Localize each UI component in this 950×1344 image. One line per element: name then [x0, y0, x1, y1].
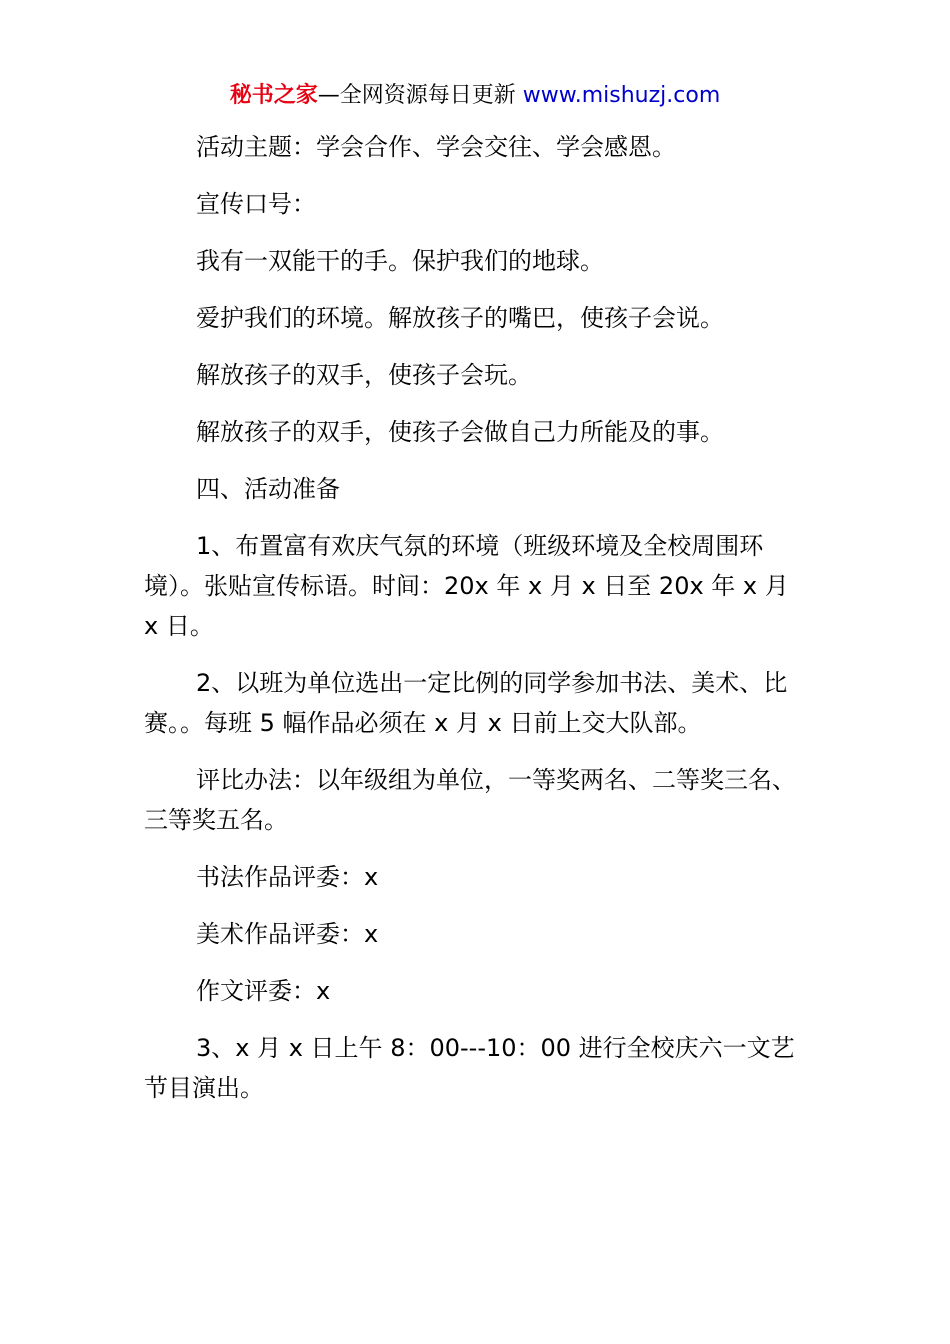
paragraph-judge-essay: 作文评委：x [196, 977, 331, 1005]
paragraph-judge-art: 美术作品评委：x [196, 920, 379, 948]
paragraph-judge-calligraphy: 书法作品评委：x [196, 863, 379, 891]
paragraph-theme: 活动主题：学会合作、学会交往、学会感恩。 [196, 133, 676, 161]
document-body [144, 127, 804, 1125]
paragraph-slogan-1: 我有一双能干的手。保护我们的地球。 [196, 247, 604, 275]
paragraph-prep-item-3: 3、x 月 x 日上午 8：00---10：00 进行全校庆六一文艺节目演出。 [144, 1034, 795, 1102]
section-heading-preparation: 四、活动准备 [196, 475, 340, 503]
paragraph-evaluation-method: 评比办法：以年级组为单位，一等奖两名、二等奖三名、三等奖五名。 [144, 766, 796, 834]
page-header [0, 80, 950, 112]
paragraph-slogan-4: 解放孩子的双手，使孩子会做自己力所能及的事。 [196, 418, 724, 446]
paragraph-slogan-heading: 宣传口号： [196, 190, 316, 218]
brand-name: 秘书之家 [229, 83, 318, 108]
site-url-link[interactable]: www.mishuzj.com [522, 83, 721, 108]
paragraph-slogan-2: 爱护我们的环境。解放孩子的嘴巴，使孩子会说。 [196, 304, 724, 332]
paragraph-slogan-3: 解放孩子的双手，使孩子会玩。 [196, 361, 532, 389]
paragraph-prep-item-1: 1、布置富有欢庆气氛的环境（班级环境及全校周围环境）。张贴宣传标语。时间：20x 年 x 月 x 日至 20x 年 x 月 x 日。 [144, 532, 789, 640]
header-tagline: —全网资源每日更新 [317, 83, 516, 108]
paragraph-prep-item-2: 2、以班为单位选出一定比例的同学参加书法、美术、比赛。。每班 5 幅作品必须在 x 月 x 日前上交大队部。 [144, 669, 788, 737]
